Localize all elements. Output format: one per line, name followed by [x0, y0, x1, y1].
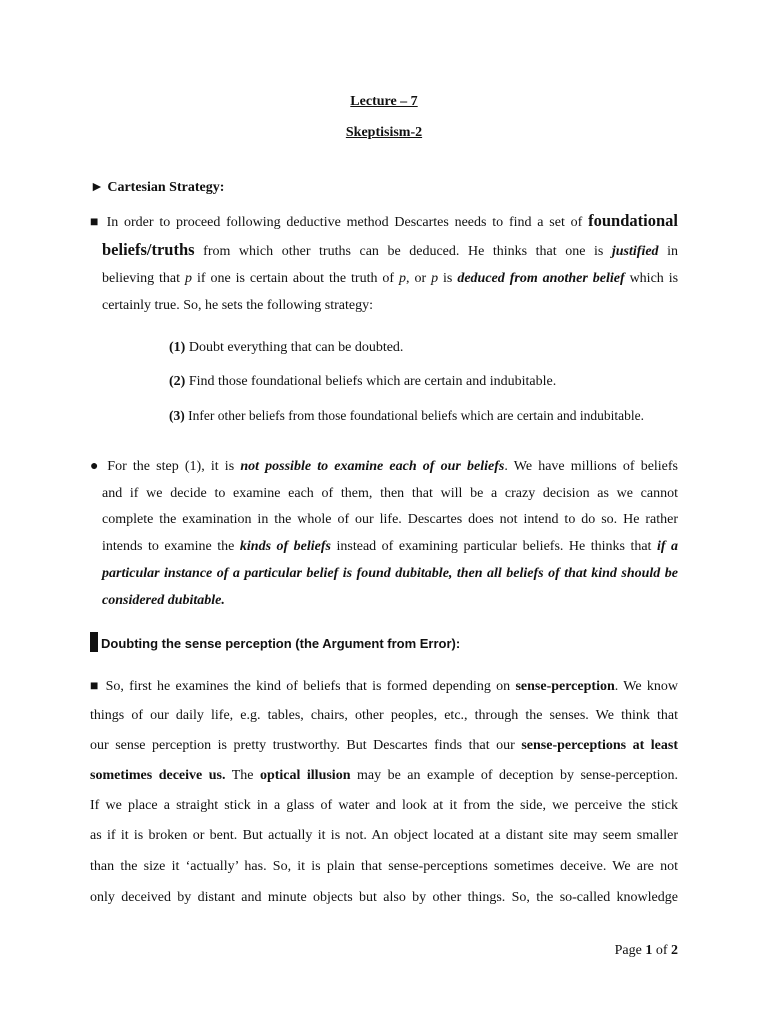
para3-line1: [90, 679, 678, 695]
para1-line3: [102, 271, 678, 287]
step-item: [169, 374, 556, 390]
para3-line8: only deceived by distant and minute objects but also by other things. So, the so-called knowledge: [90, 890, 678, 905]
para1-line4: certainly true. So, he sets the following strategy:: [102, 298, 373, 313]
para3-line7: than the size it ‘actually’ has. So, it is plain that sense-perceptions sometimes deceive. We are not: [90, 859, 678, 874]
text: In order to proceed following deductive method Descartes needs to find a set of: [106, 215, 583, 230]
bold-text: sense-perceptions at least: [521, 738, 678, 753]
para2-line5: particular instance of a particular belief is found dubitable, then all beliefs of that kind should be: [102, 566, 678, 581]
circle-bullet-icon: ●: [90, 459, 102, 474]
text: which is: [629, 271, 679, 286]
para3-line2: things of our daily life, e.g. tables, chairs, other peoples, etc., through the senses. We think that: [90, 708, 678, 723]
text: if one is certain about the truth of: [196, 271, 395, 286]
emphasis-text: justified: [611, 244, 659, 259]
italic-text: p: [399, 271, 407, 286]
text: For the step (1), it is: [107, 459, 235, 474]
text: intends to examine the: [102, 539, 235, 554]
text: in: [667, 244, 678, 259]
para2-line4: [102, 539, 678, 555]
para3-line4: [90, 768, 678, 784]
text: , or: [406, 271, 427, 286]
para2-line6: considered dubitable.: [102, 593, 225, 608]
text: Page: [614, 943, 642, 958]
italic-text: p: [185, 271, 192, 286]
bold-text: optical illusion: [259, 768, 351, 783]
section-heading-sense-perception: [90, 632, 460, 653]
text: The: [231, 768, 254, 783]
triangle-bullet-icon: ►: [90, 180, 104, 195]
text: So, first he examines the kind of beliefs that is formed depending on: [105, 679, 511, 694]
step-text: Doubt everything that can be doubted.: [188, 340, 404, 355]
section-title: Cartesian Strategy:: [107, 180, 225, 195]
page-number: [615, 943, 678, 959]
text: may be an example of deception by sense-perception.: [356, 768, 679, 783]
section-heading-cartesian: [90, 180, 224, 196]
square-bullet-icon: ■: [90, 679, 101, 694]
text: is: [443, 271, 453, 286]
step-item: [169, 340, 403, 356]
step-text: Find those foundational beliefs which are certain and indubitable.: [188, 374, 557, 389]
block-bullet-icon: [90, 632, 98, 652]
emphasis-text: kinds of beliefs: [239, 539, 331, 554]
section-title: Doubting the sense perception (the Argument from Error):: [101, 636, 461, 651]
step-item: [169, 408, 644, 424]
step-text: Infer other beliefs from those foundational beliefs which are certain and indubitable.: [188, 408, 644, 423]
para2-line1: [90, 459, 678, 475]
text: our sense perception is pretty trustworthy. But Descartes finds that our: [90, 738, 515, 753]
para3-line3: [90, 738, 678, 754]
lecture-title: Lecture – 7: [350, 94, 418, 109]
bold-text: 2: [671, 943, 678, 958]
emphasis-text: deduced from another belief: [457, 271, 625, 286]
para3-line6: as if it is broken or bent. But actually it is not. An object located at a distant site may seem smaller: [90, 828, 678, 843]
text: instead of examining particular beliefs. He thinks that: [336, 539, 652, 554]
bold-text: sense-perception: [515, 679, 615, 694]
emphasis-text: not possible to examine each of our beliefs: [240, 459, 505, 474]
para1-line1: [90, 213, 678, 231]
square-bullet-icon: ■: [90, 215, 101, 230]
text: believing that: [102, 271, 181, 286]
italic-text: p: [431, 271, 439, 286]
text: . We have millions of beliefs: [504, 459, 679, 474]
emphasis-text: if a: [656, 539, 679, 554]
bold-text: beliefs/truths: [102, 240, 195, 259]
para2-line2: and if we decide to examine each of them, then that will be a crazy decision as we cannot: [102, 486, 678, 501]
bold-text: sometimes deceive us.: [90, 768, 226, 783]
text: . We know: [614, 679, 679, 694]
bold-text: 1: [645, 943, 653, 958]
bold-text: foundational: [588, 211, 678, 230]
para3-line5: If we place a straight stick in a glass of water and look at it from the side, we perceive the stick: [90, 798, 678, 813]
lecture-subtitle: Skeptisism-2: [345, 125, 423, 140]
para1-line2: [102, 242, 678, 260]
para2-line3: complete the examination in the whole of our life. Descartes does not intend to do so. He rather: [102, 512, 678, 527]
step-number: (2): [169, 374, 186, 389]
step-number: (3): [169, 408, 185, 423]
text: from which other truths can be deduced. He thinks that one is: [203, 244, 604, 259]
text: of: [655, 943, 668, 958]
step-number: (1): [169, 340, 186, 355]
